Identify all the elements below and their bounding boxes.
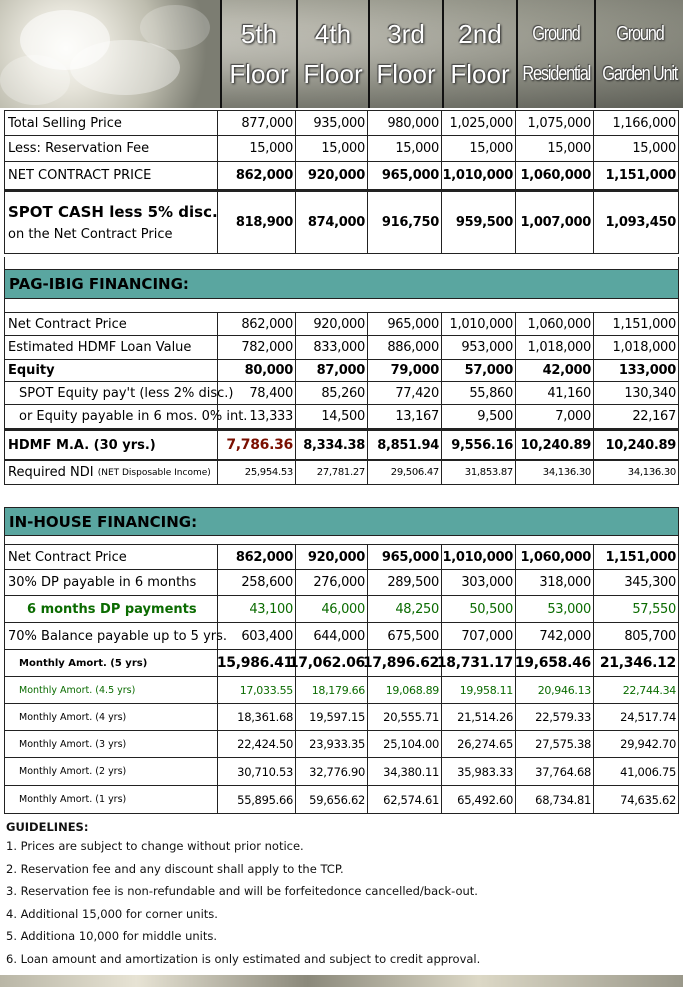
- table-row: Required NDI (NET Disposable Income) 25,954.53 27,781.27 29,506.47 31,853.87 34,136.30 34,136.30: [4, 460, 679, 485]
- section-title-pagibig: PAG-IBIG FINANCING:: [4, 269, 679, 299]
- header-banner: [0, 0, 683, 108]
- table-row-spot-cash: SPOT CASH less 5% disc. on the Net Contract Price 818,900 874,000 916,750 959,500 1,007,000 1,093,450: [4, 190, 679, 254]
- table-row: Monthly Amort. (4 yrs) 18,361.68 19,597.15 20,555.71 21,514.26 22,579.33 24,517.74: [4, 704, 679, 731]
- table-row: Monthly Amort. (5 yrs) 15,986.41 17,062.06 17,896.62 18,731.17 19,658.46 21,346.12: [4, 650, 679, 677]
- guideline-item: 4. Additional 15,000 for corner units.: [6, 906, 218, 921]
- guideline-item: 5. Additiona 10,000 for middle units.: [6, 929, 218, 943]
- table-row: Less: Reservation Fee 15,000 15,000 15,000 15,000 15,000 15,000: [4, 136, 679, 162]
- table-row: Equity 80,000 87,000 79,000 57,000 42,000 133,000: [4, 360, 679, 382]
- section-title-inhouse: IN-HOUSE FINANCING:: [4, 507, 679, 536]
- guideline-item: 3. Reservation fee is non-refundable and will be forfeitedonce cancelled/back-out.: [6, 884, 478, 898]
- table-row: 70% Balance payable up to 5 yrs. 603,400 644,000 675,500 707,000 742,000 805,700: [4, 623, 679, 650]
- table-row: Monthly Amort. (3 yrs) 22,424.50 23,933.35 25,104.00 26,274.65 27,575.38 29,942.70: [4, 731, 679, 758]
- table-row: NET CONTRACT PRICE 862,000 920,000 965,000 1,010,000 1,060,000 1,151,000: [4, 162, 679, 190]
- table-row: Monthly Amort. (1 yrs) 55,895.66 59,656.62 62,574.61 65,492.60 68,734.81 74,635.62: [4, 786, 679, 814]
- footer-image-strip: [0, 975, 683, 987]
- table-row: HDMF M.A. (30 yrs.) 7,786.36 8,334.38 8,851.94 9,556.16 10,240.89 10,240.89: [4, 429, 679, 460]
- table-row: or Equity payable in 6 mos. 0% int. 13,333 14,500 13,167 9,500 7,000 22,167: [4, 405, 679, 429]
- guideline-item: 1. Prices are subject to change without prior notice.: [6, 839, 304, 853]
- guidelines: [6, 819, 676, 970]
- col-header-ground-residential: Ground Residential: [516, 0, 594, 108]
- guideline-item: 6. Loan amount and amortization is only estimated and subject to credit approval.: [6, 951, 481, 966]
- pricing-table: [4, 110, 679, 254]
- pagibig-table: [4, 312, 679, 485]
- table-row: Estimated HDMF Loan Value 782,000 833,000 886,000 953,000 1,018,000 1,018,000: [4, 336, 679, 360]
- col-header-3rd-floor: 3rd Floor: [368, 0, 442, 108]
- table-row: 6 months DP payments 43,100 46,000 48,250 50,500 53,000 57,550: [4, 596, 679, 623]
- col-header-2nd-floor: 2nd Floor: [442, 0, 516, 108]
- table-row: SPOT Equity pay't (less 2% disc.) 78,400 85,260 77,420 55,860 41,160 130,340: [4, 382, 679, 405]
- table-row: 30% DP payable in 6 months 258,600 276,000 289,500 303,000 318,000 345,300: [4, 570, 679, 596]
- table-row: Monthly Amort. (4.5 yrs) 17,033.55 18,179.66 19,068.89 19,958.11 20,946.13 22,744.34: [4, 677, 679, 704]
- table-row: Total Selling Price 877,000 935,000 980,000 1,025,000 1,075,000 1,166,000: [4, 110, 679, 136]
- inhouse-table: [4, 544, 679, 814]
- guidelines-title: GUIDELINES:: [6, 820, 89, 834]
- col-header-4th-floor: 4th Floor: [296, 0, 368, 108]
- table-row: Net Contract Price 862,000 920,000 965,000 1,010,000 1,060,000 1,151,000: [4, 312, 679, 336]
- flower-image: [0, 0, 220, 108]
- table-row: Monthly Amort. (2 yrs) 30,710.53 32,776.90 34,380.11 35,983.33 37,764.68 41,006.75: [4, 758, 679, 786]
- guideline-item: 2. Reservation fee and any discount shall apply to the TCP.: [6, 861, 344, 876]
- col-header-ground-garden-unit: Ground Garden Unit: [594, 0, 683, 108]
- col-header-5th-floor: 5th Floor: [220, 0, 296, 108]
- table-row: Net Contract Price 862,000 920,000 965,000 1,010,000 1,060,000 1,151,000: [4, 544, 679, 570]
